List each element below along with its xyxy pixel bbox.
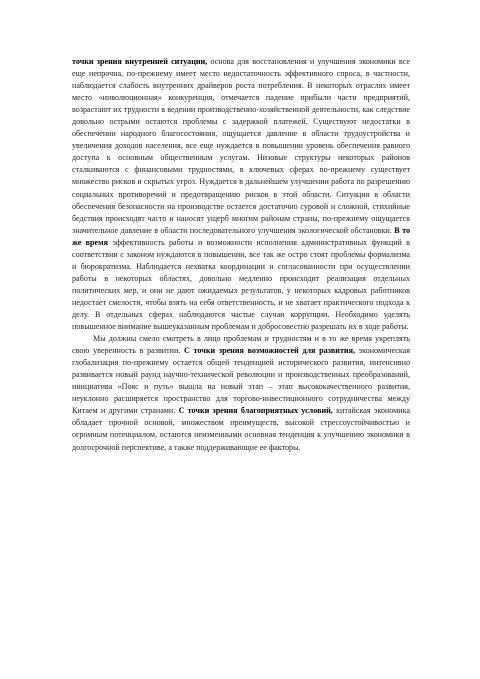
- bold-phrase: В то же время: [72, 225, 410, 247]
- text-run: эффективность работы и возможности исполнения административных функций в соответствии с законом нуждаются в повышении, все так же остро стоят проблемы формализма и бюрократизма. Наблюдается нехватка координации и согласованности при осуществлении работы в некоторых областях, довольно медленно происходит реализация отдельных политических мер, и они не дают ожидаемых результатов, у некоторых кадровых работников недостает смелости, чтобы взять на себя ответственность, и не хватает практического подхода к делу. В отдельных сферах наблюдаются частые случаи коррупции. Необходимо уделять повышенное внимание вышеуказанным проблемам и добросовестно разрешать их в ходе работы.: [72, 237, 410, 332]
- bold-phrase: С точки зрения благоприятных условий,: [178, 406, 333, 416]
- bold-phrase: С точки зрения возможностей для развития,: [184, 346, 355, 356]
- bold-phrase: точки зрения внутренней ситуации,: [72, 57, 208, 66]
- text-run: экономическая глобализация по-прежнему остается общей тенденцией исторического развития, интенсивно развивается новый раунд научно-технической революции и производственных преобразований, инициатива «Пояс и путь» вышла на новый этап – этап высококачественного развития, неуклонно расширяется пространство для торгово-инвестиционного сотрудничества между Китаем и другими странами.: [72, 346, 410, 416]
- text-run: китайская экономика обладает прочной основой, множеством преимуществ, высокой стрессоустойчивостью и огромным потенциалом, остаются неизменными основная тенденция к улучшению экономики в долгосрочной перспективе, а также поддерживающие ее факторы.: [72, 406, 410, 452]
- paragraph-domestic-situation: [72, 56, 410, 333]
- text-run: основа для восстановления и улучшения экономики все еще непрочна, по-прежнему имеет место недостаточность эффективного спроса, в частности, наблюдается слабость внутренних драйверов роста потребления. В некоторых отраслях имеет место «инволюционная» конкуренция, отмечается падение прибыли части предприятий, возрастают их трудности в ведении производственно-хозяйственной деятельности, как следствие довольно острыми остаются проблемы с задержкой платежей. Существуют недостатки в обеспечении народного благосостояния, ощущается давление в области трудоустройства и увеличения доходов населения, все еще нуждается в повышении уровень обеспечения равного доступа к основным общественным услугам. Низовые структуры некоторых районов сталкиваются с финансовыми трудностями, в ключевых сферах по-прежнему существует множество рисков и скрытых угроз. Нуждается в дальнейшем улучшении работа по разрешению социальных противоречий и предотвращению рисков в этой области. Ситуация в области обеспечения безопасности на производстве остается достаточно суровой и сложной, стихийные бедствия происходят часто и наносят ущерб многим районам страны, по-прежнему ощущается значительное давление в области последовательного улучшения экологической обстановки.: [72, 57, 410, 235]
- document-page: [72, 56, 410, 454]
- text-run: Мы должны смело смотреть в лицо проблемам и трудностям и в то же время укреплять свою уверенность в развитии.: [72, 334, 410, 356]
- paragraph-development-confidence: [72, 333, 410, 453]
